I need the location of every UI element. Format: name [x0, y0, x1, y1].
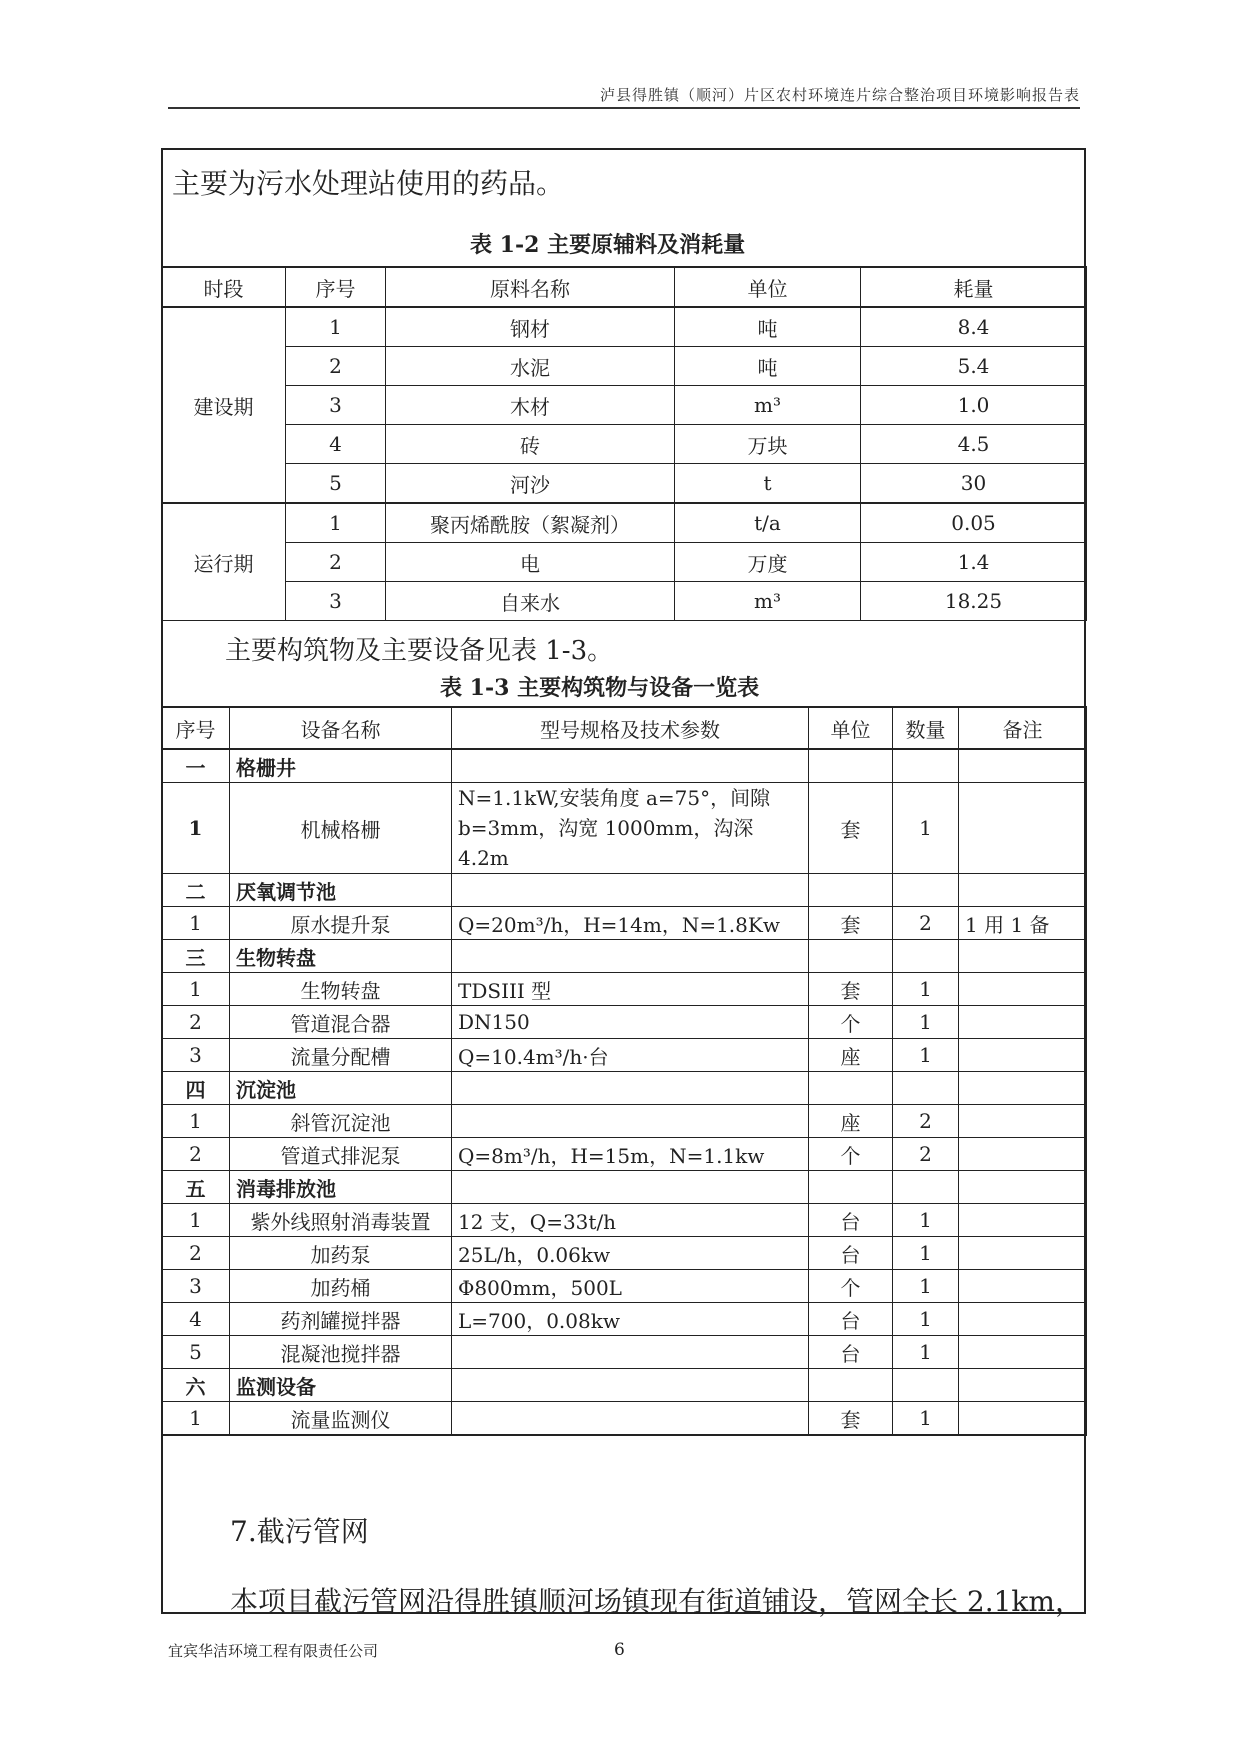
spec-cell [452, 1402, 809, 1436]
material-name: 钢材 [386, 307, 675, 347]
equipment-name: 紫外线照射消毒装置 [230, 1204, 452, 1237]
empty-cell [959, 1369, 1087, 1402]
empty-cell [452, 749, 809, 783]
section-name: 消毒排放池 [230, 1171, 452, 1204]
section-name: 生物转盘 [230, 940, 452, 973]
row-number: 2 [286, 543, 386, 582]
table-row [162, 386, 1087, 425]
equipment-row [162, 973, 1087, 1006]
unit-cell: 台 [809, 1336, 893, 1369]
section-number: 四 [162, 1072, 230, 1105]
paragraph-equipment-ref: 主要构筑物及主要设备见表 1-3。 [225, 636, 614, 666]
quantity-cell: 2 [893, 1138, 959, 1171]
empty-cell [452, 940, 809, 973]
empty-cell [809, 874, 893, 907]
empty-cell [959, 1072, 1087, 1105]
amount-cell: 18.25 [861, 582, 1087, 621]
amount-cell: 8.4 [861, 307, 1087, 347]
unit-cell: t [675, 464, 861, 504]
spec-cell: 12 支，Q=33t/h [452, 1204, 809, 1237]
spec-cell: N=1.1kW,安装角度 a=75°，间隙 b=3mm，沟宽 1000mm，沟深 4.2m [452, 783, 809, 874]
item-number: 4 [162, 1303, 230, 1336]
table-header-cell: 备注 [959, 707, 1087, 749]
note-cell [959, 1237, 1087, 1270]
table-row [162, 543, 1087, 582]
unit-cell: 套 [809, 1402, 893, 1436]
unit-cell: 个 [809, 1006, 893, 1039]
equipment-row [162, 1039, 1087, 1072]
equipment-name: 生物转盘 [230, 973, 452, 1006]
note-cell [959, 973, 1087, 1006]
footer-company: 宜宾华洁环境工程有限责任公司 [168, 1642, 379, 1660]
unit-cell: 台 [809, 1303, 893, 1336]
equipment-name: 管道混合器 [230, 1006, 452, 1039]
table-header-cell: 耗量 [861, 267, 1087, 307]
unit-cell: 座 [809, 1105, 893, 1138]
material-name: 聚丙烯酰胺（絮凝剂） [386, 503, 675, 543]
quantity-cell: 1 [893, 1336, 959, 1369]
section-row [162, 1369, 1087, 1402]
empty-cell [959, 940, 1087, 973]
row-number: 1 [286, 307, 386, 347]
quantity-cell: 1 [893, 1039, 959, 1072]
empty-cell [893, 874, 959, 907]
equipment-row [162, 1006, 1087, 1039]
item-number: 2 [162, 1006, 230, 1039]
equipment-name: 混凝池搅拌器 [230, 1336, 452, 1369]
row-number: 1 [286, 503, 386, 543]
material-name: 河沙 [386, 464, 675, 504]
quantity-cell: 1 [893, 1270, 959, 1303]
section-name: 格栅井 [230, 749, 452, 783]
section-name: 监测设备 [230, 1369, 452, 1402]
quantity-cell: 1 [893, 1237, 959, 1270]
empty-cell [893, 1072, 959, 1105]
empty-cell [809, 749, 893, 783]
empty-cell [893, 749, 959, 783]
item-number: 3 [162, 1270, 230, 1303]
note-cell [959, 1006, 1087, 1039]
equipment-name: 原水提升泵 [230, 907, 452, 940]
equipment-table [161, 706, 1087, 1436]
spec-cell: Q=8m³/h，H=15m，N=1.1kw [452, 1138, 809, 1171]
paragraph-pipe-network: 本项目截污管网沿得胜镇顺河场镇现有街道铺设，管网全长 2.1km， [230, 1585, 1083, 1618]
spec-cell [452, 1105, 809, 1138]
material-name: 木材 [386, 386, 675, 425]
row-number: 4 [286, 425, 386, 464]
equipment-row [162, 1204, 1087, 1237]
item-number: 2 [162, 1237, 230, 1270]
amount-cell: 0.05 [861, 503, 1087, 543]
unit-cell: 万度 [675, 543, 861, 582]
unit-cell: t/a [675, 503, 861, 543]
table-header-cell: 原料名称 [386, 267, 675, 307]
amount-cell: 4.5 [861, 425, 1087, 464]
unit-cell: m³ [675, 386, 861, 425]
spec-cell: 25L/h，0.06kw [452, 1237, 809, 1270]
note-cell [959, 1336, 1087, 1369]
note-cell [959, 1402, 1087, 1436]
page-number: 6 [614, 1640, 625, 1660]
note-cell [959, 1039, 1087, 1072]
materials-table [161, 266, 1087, 621]
page-header: 泸县得胜镇（顺河）片区农村环境连片综合整治项目环境影响报告表 [599, 86, 1080, 104]
equipment-row [162, 1336, 1087, 1369]
spec-cell: Φ800mm，500L [452, 1270, 809, 1303]
quantity-cell: 1 [893, 1402, 959, 1436]
section-name: 沉淀池 [230, 1072, 452, 1105]
amount-cell: 1.4 [861, 543, 1087, 582]
amount-cell: 5.4 [861, 347, 1087, 386]
item-number: 1 [162, 973, 230, 1006]
equipment-name: 机械格栅 [230, 783, 452, 874]
item-number: 1 [162, 1204, 230, 1237]
spec-cell: Q=10.4m³/h·台 [452, 1039, 809, 1072]
unit-cell: 套 [809, 783, 893, 874]
equipment-row [162, 1270, 1087, 1303]
empty-cell [893, 940, 959, 973]
empty-cell [809, 940, 893, 973]
empty-cell [452, 1072, 809, 1105]
unit-cell: 座 [809, 1039, 893, 1072]
equipment-name: 加药桶 [230, 1270, 452, 1303]
section-heading: 7.截污管网 [230, 1515, 369, 1548]
unit-cell: 吨 [675, 347, 861, 386]
quantity-cell: 1 [893, 783, 959, 874]
equipment-row [162, 1237, 1087, 1270]
section-row [162, 1171, 1087, 1204]
note-cell: 1 用 1 备 [959, 907, 1087, 940]
equipment-row [162, 1105, 1087, 1138]
table-header-cell: 序号 [286, 267, 386, 307]
equipment-name: 流量分配槽 [230, 1039, 452, 1072]
row-number: 3 [286, 582, 386, 621]
section-number: 二 [162, 874, 230, 907]
material-name: 砖 [386, 425, 675, 464]
table-header-cell: 数量 [893, 707, 959, 749]
quantity-cell: 1 [893, 1006, 959, 1039]
unit-cell: 台 [809, 1237, 893, 1270]
unit-cell: m³ [675, 582, 861, 621]
quantity-cell: 1 [893, 1303, 959, 1336]
empty-cell [893, 1369, 959, 1402]
table-header-cell: 设备名称 [230, 707, 452, 749]
quantity-cell: 2 [893, 907, 959, 940]
table-row [162, 582, 1087, 621]
note-cell [959, 1204, 1087, 1237]
section-name: 厌氧调节池 [230, 874, 452, 907]
table-header-cell: 时段 [162, 267, 286, 307]
note-cell [959, 1138, 1087, 1171]
header-rule [168, 107, 1080, 109]
equipment-row [162, 907, 1087, 940]
empty-cell [809, 1369, 893, 1402]
section-number: 五 [162, 1171, 230, 1204]
item-number: 3 [162, 1039, 230, 1072]
empty-cell [959, 749, 1087, 783]
amount-cell: 1.0 [861, 386, 1087, 425]
table-row [162, 425, 1087, 464]
row-number: 2 [286, 347, 386, 386]
unit-cell: 台 [809, 1204, 893, 1237]
materials-header-row [162, 267, 1087, 307]
table-row [162, 503, 1087, 543]
table-header-cell: 单位 [809, 707, 893, 749]
section-row [162, 1072, 1087, 1105]
period-cell: 运行期 [162, 503, 286, 621]
item-number: 1 [162, 1105, 230, 1138]
unit-cell: 套 [809, 907, 893, 940]
section-row [162, 874, 1087, 907]
empty-cell [452, 1171, 809, 1204]
equipment-name: 加药泵 [230, 1237, 452, 1270]
material-name: 自来水 [386, 582, 675, 621]
row-number: 3 [286, 386, 386, 425]
unit-cell: 万块 [675, 425, 861, 464]
equipment-row [162, 783, 1087, 874]
item-number: 1 [162, 1402, 230, 1436]
unit-cell: 个 [809, 1270, 893, 1303]
unit-cell: 个 [809, 1138, 893, 1171]
unit-cell: 吨 [675, 307, 861, 347]
period-cell: 建设期 [162, 307, 286, 503]
table2-caption: 表 1-2 主要原辅料及消耗量 [470, 232, 746, 258]
unit-cell: 套 [809, 973, 893, 1006]
equipment-header-row [162, 707, 1087, 749]
note-cell [959, 1303, 1087, 1336]
item-number: 5 [162, 1336, 230, 1369]
table-row [162, 464, 1087, 504]
spec-cell: L=700，0.08kw [452, 1303, 809, 1336]
table-row [162, 307, 1087, 347]
equipment-name: 斜管沉淀池 [230, 1105, 452, 1138]
intro-text: 主要为污水处理站使用的药品。 [172, 167, 565, 200]
spec-cell: DN150 [452, 1006, 809, 1039]
spec-cell [452, 1336, 809, 1369]
note-cell [959, 1105, 1087, 1138]
equipment-name: 药剂罐搅拌器 [230, 1303, 452, 1336]
item-number: 2 [162, 1138, 230, 1171]
empty-cell [809, 1171, 893, 1204]
quantity-cell: 2 [893, 1105, 959, 1138]
section-row [162, 940, 1087, 973]
table-row [162, 347, 1087, 386]
section-number: 三 [162, 940, 230, 973]
amount-cell: 30 [861, 464, 1087, 504]
equipment-name: 管道式排泥泵 [230, 1138, 452, 1171]
empty-cell [452, 1369, 809, 1402]
empty-cell [959, 1171, 1087, 1204]
section-number: 六 [162, 1369, 230, 1402]
quantity-cell: 1 [893, 973, 959, 1006]
table-header-cell: 序号 [162, 707, 230, 749]
empty-cell [959, 874, 1087, 907]
spec-cell: TDSIII 型 [452, 973, 809, 1006]
table3-caption: 表 1-3 主要构筑物与设备一览表 [440, 675, 760, 701]
empty-cell [893, 1171, 959, 1204]
quantity-cell: 1 [893, 1204, 959, 1237]
empty-cell [452, 874, 809, 907]
material-name: 水泥 [386, 347, 675, 386]
note-cell [959, 1270, 1087, 1303]
section-row [162, 749, 1087, 783]
empty-cell [809, 1072, 893, 1105]
equipment-row [162, 1402, 1087, 1436]
item-number: 1 [162, 907, 230, 940]
spec-cell: Q=20m³/h，H=14m，N=1.8Kw [452, 907, 809, 940]
equipment-row [162, 1138, 1087, 1171]
item-number: 1 [162, 783, 230, 874]
note-cell [959, 783, 1087, 874]
table-header-cell: 型号规格及技术参数 [452, 707, 809, 749]
material-name: 电 [386, 543, 675, 582]
table-header-cell: 单位 [675, 267, 861, 307]
equipment-name: 流量监测仪 [230, 1402, 452, 1436]
equipment-row [162, 1303, 1087, 1336]
row-number: 5 [286, 464, 386, 504]
section-number: 一 [162, 749, 230, 783]
